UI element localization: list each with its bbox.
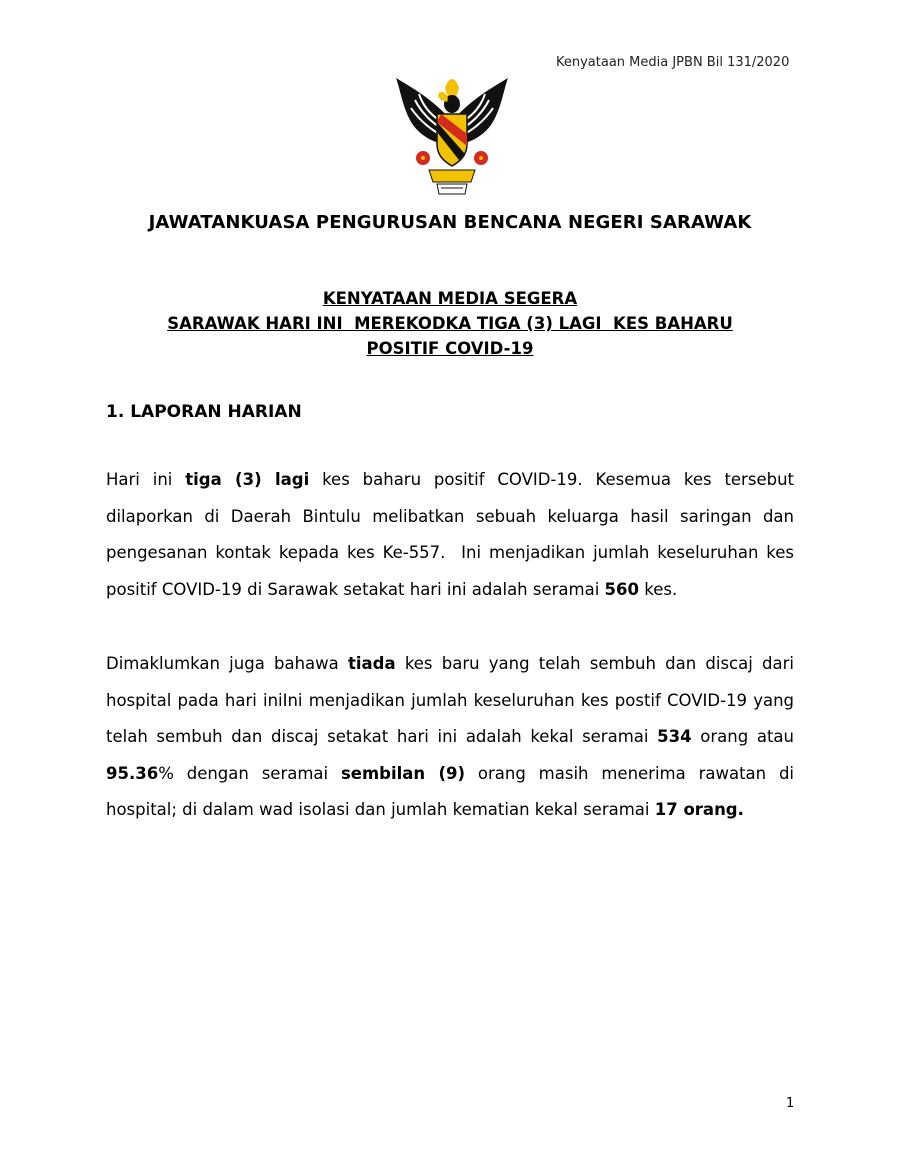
media-statement-reference: Kenyataan Media JPBN Bil 131/2020 [556,55,790,70]
title-line-3: POSITIF COVID-19 [366,339,534,358]
paragraph-text: kes baru yang telah sembuh dan discaj dari hospital pada hari iniIni menjadikan jumlah keseluruhan kes postif COVID-19 yang telah sembuh dan discaj setakat hari ini adalah kekal seramai [106,654,794,746]
section-heading: 1. LAPORAN HARIAN [106,402,302,422]
title-line-2: SARAWAK HARI INI MEREKODKA TIGA (3) LAGI KES BAHARU [167,314,733,333]
recovery-percentage: 95.36 [106,763,159,783]
paragraph-text: orang atau [691,727,794,746]
in-treatment-count: sembilan (9) [340,763,466,783]
death-count: 17 orang. [654,800,744,819]
organization-name: JAWATANKUASA PENGURUSAN BENCANA NEGERI SARAWAK [148,212,752,233]
recovered-today: tiada [347,654,396,673]
daily-report-paragraph [106,462,800,608]
recovery-paragraph [106,646,794,829]
paragraph-text: Dimaklumkan juga bahawa [106,654,348,673]
paragraph-text: Hari ini [106,470,186,489]
paragraph-text: % dengan seramai [158,763,341,783]
paragraph-text: kes. [639,579,678,599]
total-recovered-count: 534 [657,727,692,746]
page-number: 1 [786,1096,795,1111]
press-release-title [0,286,900,361]
title-line-1: KENYATAAN MEDIA SEGERA [322,289,578,308]
total-cases-count: 560 [604,579,639,599]
new-cases-count: tiga (3) lagi [185,470,310,489]
sarawak-state-crest-icon [393,70,511,195]
paragraph-text: kes baharu positif COVID-19. Kesemua kes tersebut dilaporkan di Daerah Bintulu melibatkan sebuah keluarga hasil saringan dan pengesanan kontak kepada kes Ke-557. Ini menjadikan jumlah keseluruhan kes positif COVID-19 di Sarawak setakat hari ini adalah seramai [106,470,800,599]
paragraph-text: orang masih menerima rawatan di hospital; di dalam wad isolasi dan jumlah kematian kekal seramai [106,763,795,819]
